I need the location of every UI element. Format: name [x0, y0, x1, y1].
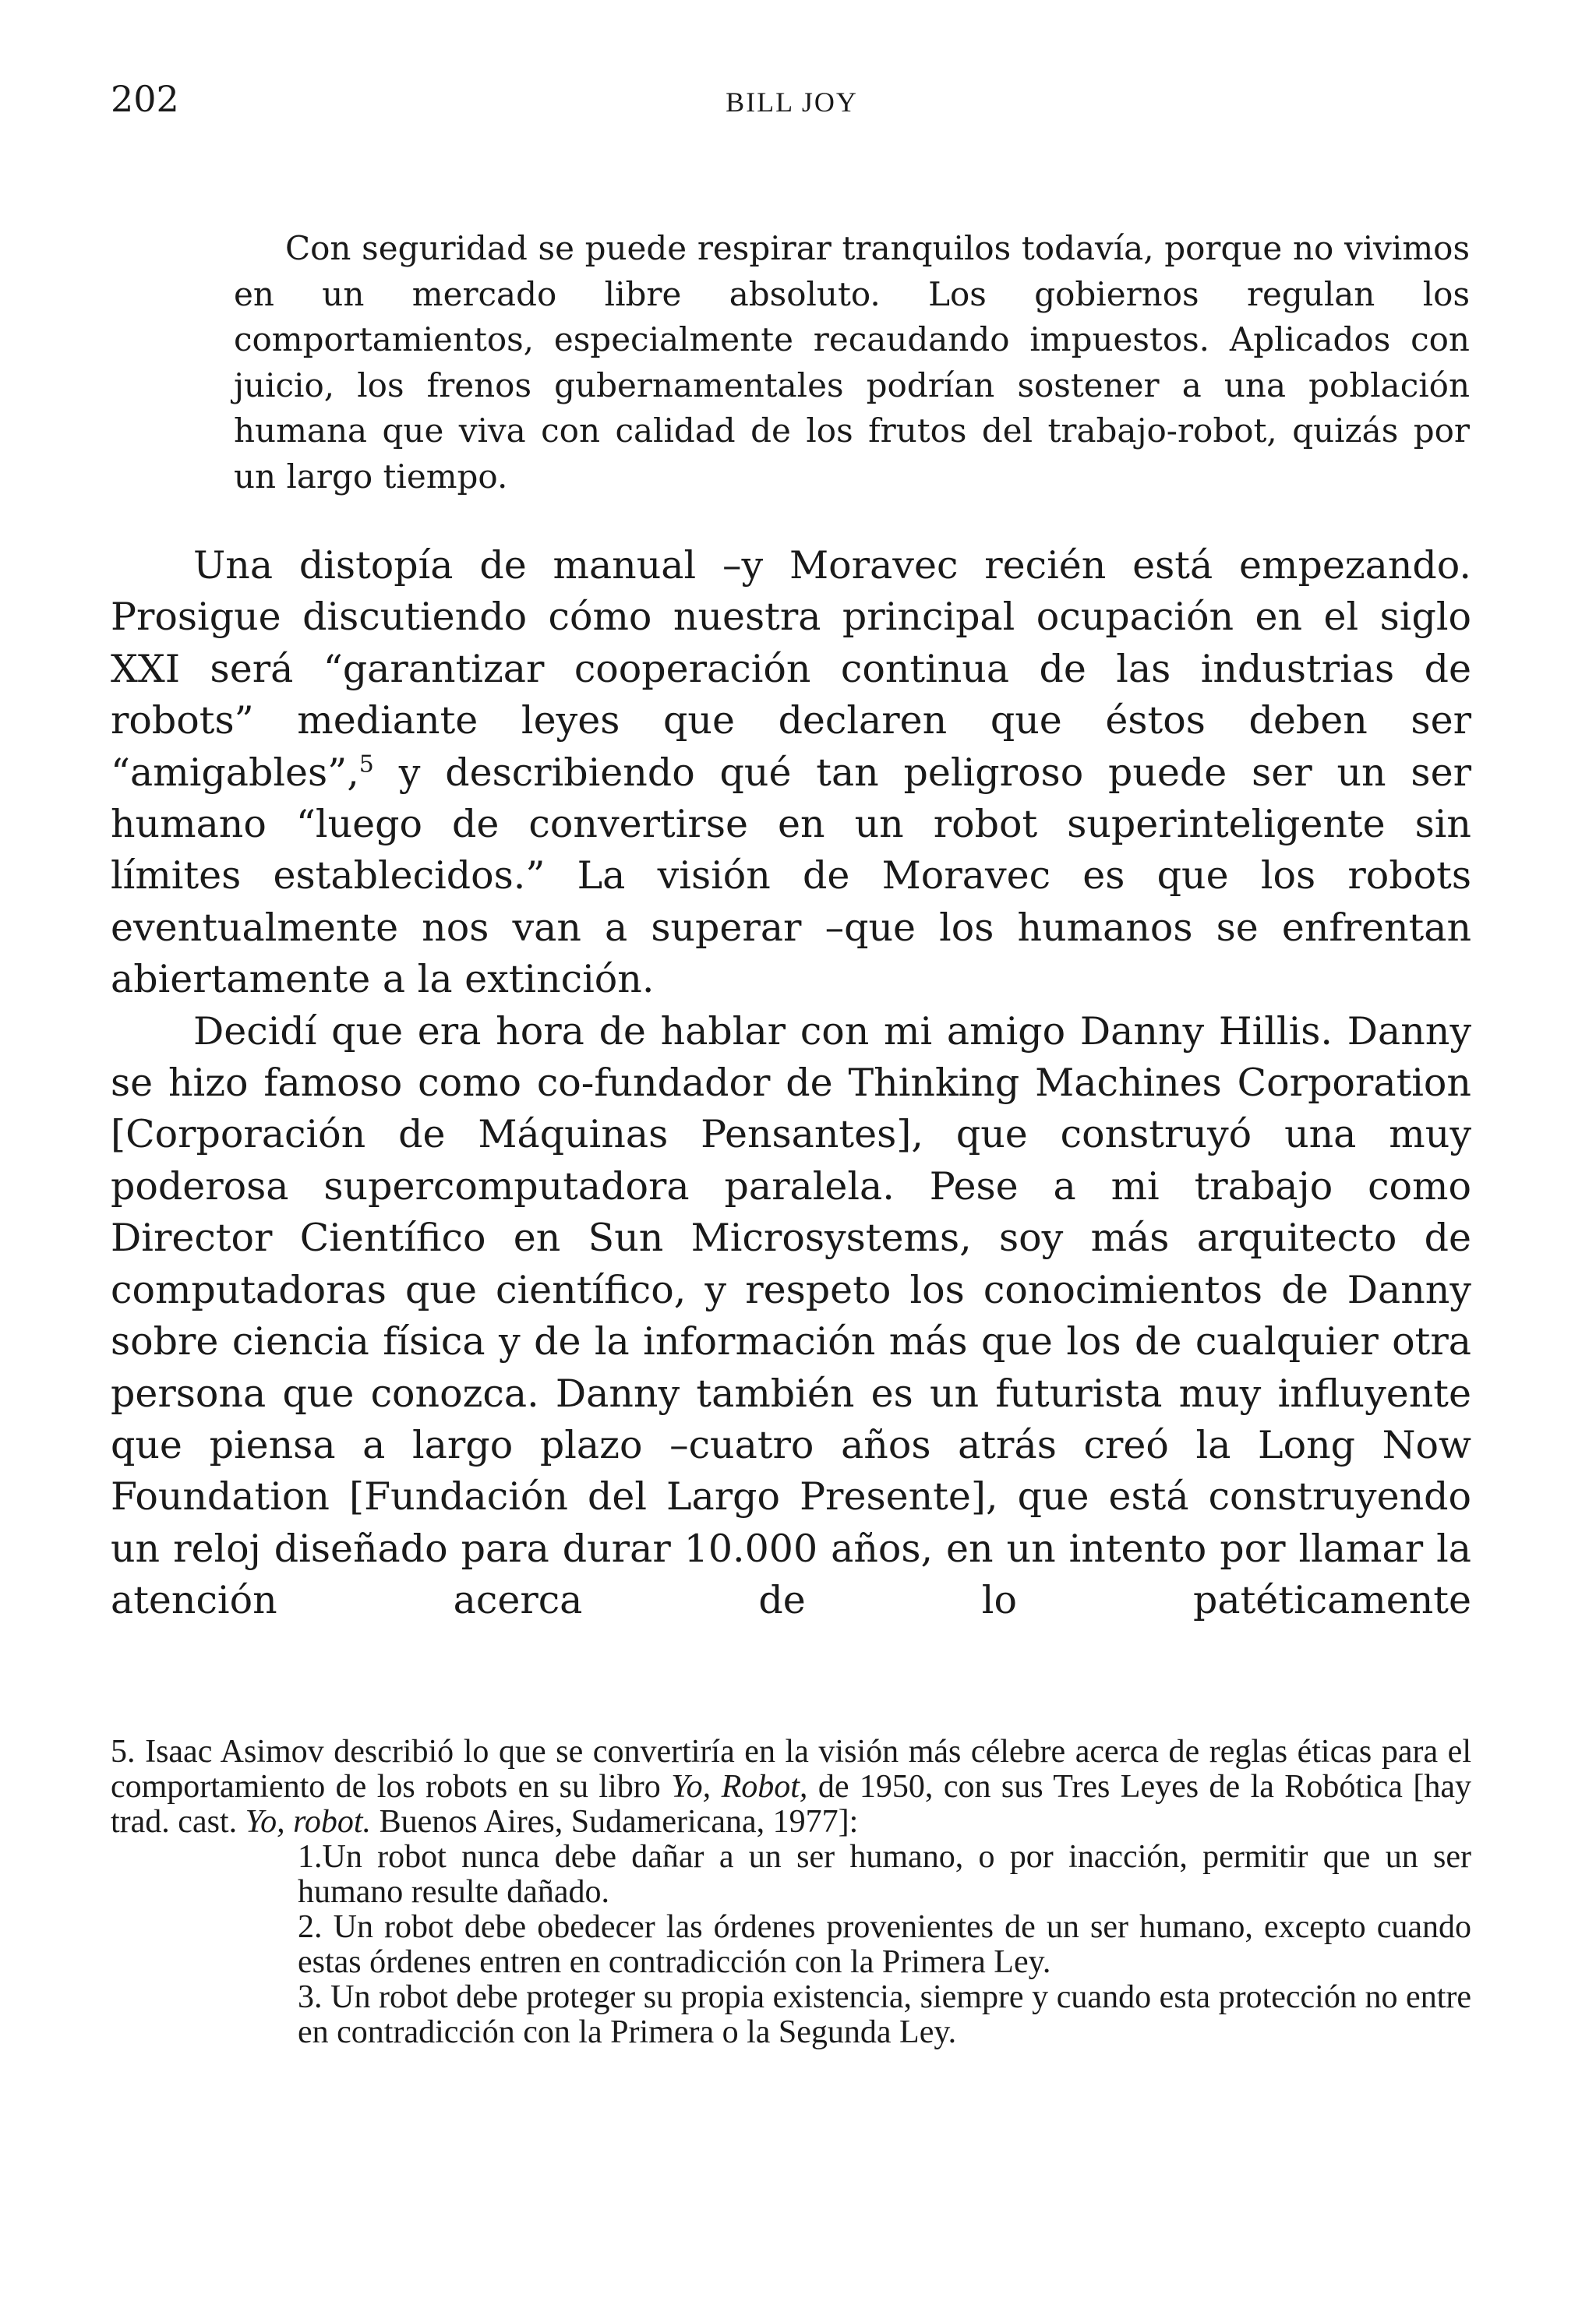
paragraph-text: y describiendo qué tan peligroso puede ser un ser humano “luego de convertirse en un robot superinteligente sin límites establecidos.” La visión de Moravec es que los robots eventualmente nos van a superar –que los humanos se enfrentan abiertamente a la extinción. [111, 750, 1471, 1002]
paragraph [111, 540, 1471, 1006]
law-item: 2. Un robot debe obedecer las órdenes provenientes de un ser humano, excepto cuando estas órdenes entren en contradicción con la Primera Ley. [298, 1909, 1471, 1980]
paragraph: Decidí que era hora de hablar con mi amigo Danny Hillis. Danny se hizo famoso como co-fundador de Thinking Machines Corporation [Corporación de Máquinas Pensantes], que construyó una muy poderosa supercomputadora paralela. Pese a mi trabajo como Director Científico en Sun Microsystems, soy más arquitecto de computadoras que científico, y respeto los conocimientos de Danny sobre ciencia física y de la información más que los de cualquier otra persona que conozca. Danny también es un futurista muy influyente que piensa a largo plazo –cuatro años atrás creó la Long Now Foundation [Fundación del Largo Presente], que está construyendo un reloj diseñado para durar 10.000 años, en un intento por llamar la atención acerca de lo patéticamente [111, 1008, 1471, 1623]
running-head: BILL JOY [726, 86, 858, 118]
paragraph-text: Una distopía de manual –y Moravec recién está empezando. Prosigue discutiendo cómo nuestra principal ocupación en el siglo XXI será “garantizar cooperación continua de las industrias de robots” mediante leyes que declaren que éstos deben ser “amigables”, [111, 543, 1471, 795]
law-item: 3. Un robot debe proteger su propia existencia, siempre y cuando esta protección no entre en contradicción con la Primera o la Segunda Ley. [298, 1979, 1471, 2050]
footnote-text: Buenos Aires, Sudamericana, 1977]: [371, 1804, 859, 1840]
footnote-reference: 5 [358, 750, 374, 778]
footnote-text: de 1950, con sus Tres Leyes de la Robótica [hay trad. cast. [111, 1769, 1471, 1840]
main-text [111, 540, 1471, 1627]
footnote-text: 5. Isaac Asimov describió lo que se convertiría en la visión más célebre acerca de reglas éticas para el comportamiento de los robots en su libro [111, 1734, 1471, 1805]
footnote [111, 1735, 1471, 1840]
translation-title: Yo, robot. [245, 1804, 372, 1840]
footnote-area [111, 1735, 1471, 2050]
page-header [111, 78, 1473, 125]
law-item: 1.Un robot nunca debe dañar a un ser humano, o por inacción, permitir que un ser humano resulte dañado. [298, 1839, 1471, 1910]
book-title: Yo, Robot, [671, 1769, 808, 1805]
block-quote: Con seguridad se puede respirar tranquilos todavía, porque no vivimos en un mercado libre absoluto. Los gobiernos regulan los comportamientos, especialmente recaudando impuestos. Aplicados con juicio, los frenos gubernamentales podrían sostener a una población humana que viva con calidad de los frutos del trabajo-robot, quizás por un largo tiempo. [234, 229, 1470, 496]
page-number: 202 [111, 78, 179, 120]
